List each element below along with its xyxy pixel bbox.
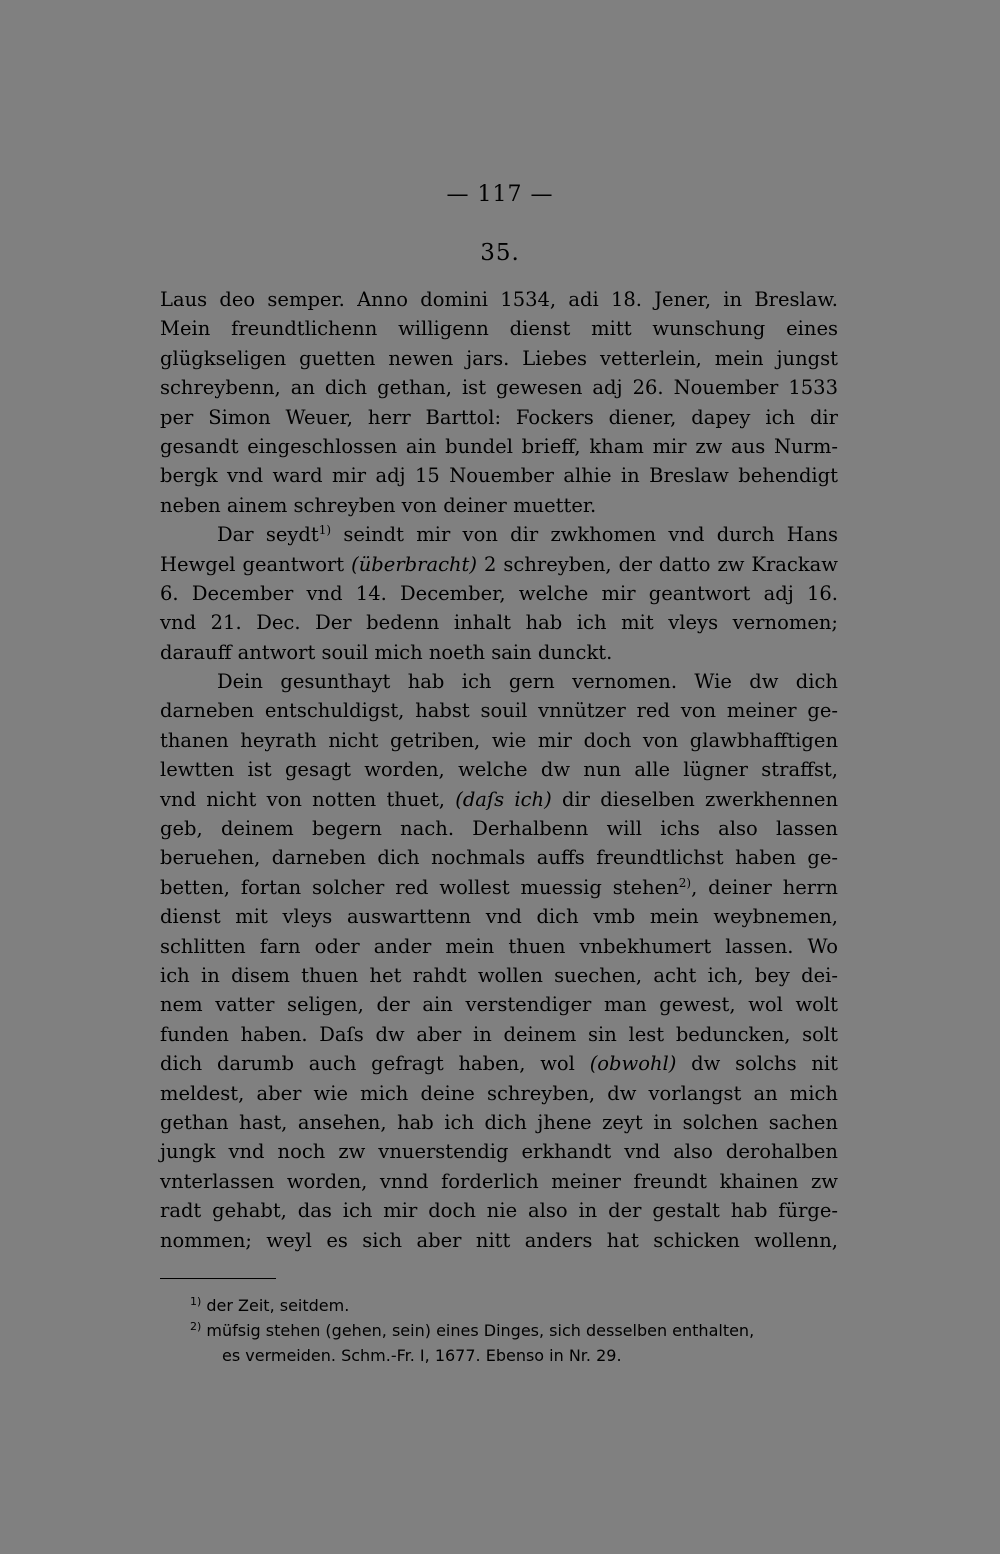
text-line-content: nommen; weyl es sich aber nitt anders hat schicken wollenn,	[160, 1228, 838, 1252]
text-line-content: jungk vnd noch zw vnuerstendig erkhandt vnd also derohalben	[160, 1140, 838, 1164]
text-line-content: darauff antwort souil mich noeth sain dunckt.	[160, 640, 613, 664]
text-line-content: darneben entschuldigst, habst souil vnnützer red von meiner ge-	[160, 699, 838, 723]
text-line-content: geb, deinem begern nach. Derhalbenn will ichs also lassen	[160, 817, 838, 841]
text-line-content: Mein freundtlichenn willigenn dienst mitt wunschung eines	[160, 317, 838, 341]
text-line	[160, 961, 838, 990]
editorial-gloss: (obwohl)	[589, 1052, 677, 1076]
text-line	[160, 990, 838, 1019]
text-line	[160, 461, 838, 490]
text-line-content: schreybenn, an dich gethan, ist gewesen adj 26. Nouember 1533	[160, 376, 838, 400]
text-line-content: 6. December vnd 14. December, welche mir geantwort adj 16.	[160, 581, 838, 605]
text-line-part: dich darumb auch gefragt haben, wol	[160, 1052, 590, 1076]
text-line	[160, 843, 838, 872]
letter-body	[160, 285, 838, 1255]
text-line	[160, 1137, 838, 1166]
text-line-part: seindt mir von dir zwkhomen vnd durch Hans	[331, 523, 838, 547]
text-line-content: thanen heyrath nicht getriben, wie mir doch von glawbhafftigen	[160, 728, 838, 752]
text-line-part: Dar seydt	[217, 523, 319, 547]
editorial-gloss: (daſs ich)	[455, 787, 552, 811]
text-line	[160, 814, 838, 843]
editorial-gloss: (überbracht)	[351, 552, 478, 576]
text-line	[160, 314, 838, 343]
text-line-content: gesandt eingeschlossen ain bundel brieff, kham mir zw aus Nurm-	[160, 434, 838, 458]
text-line	[160, 726, 838, 755]
footnote-2-continuation: es vermeiden. Schm.-Fr. I, 1677. Ebenso in Nr. 29.	[222, 1346, 622, 1365]
text-line	[160, 1167, 838, 1196]
text-line-content: vnd 21. Dec. Der bedenn inhalt hab ich mit vleys vernomen;	[160, 611, 838, 635]
footnote-separator	[160, 1278, 276, 1279]
text-line-part: vnd nicht von notten thuet,	[160, 787, 456, 811]
text-line	[160, 520, 838, 549]
text-line-part: dir dieselben zwerkhennen	[551, 787, 839, 811]
text-line	[160, 344, 838, 373]
footnote-2-text: müfsig stehen (gehen, sein) eines Dinges, sich desselben enthalten,	[201, 1321, 755, 1340]
text-line	[160, 285, 838, 314]
text-line	[160, 1196, 838, 1225]
text-line	[160, 902, 838, 931]
text-line	[160, 579, 838, 608]
footnote-2	[160, 1318, 838, 1343]
text-line	[160, 373, 838, 402]
text-line-content: dienst mit vleys auswarttenn vnd dich vmb mein weybnemen,	[160, 905, 838, 929]
text-line-content: Dein gesunthayt hab ich gern vernomen. Wie dw dich	[217, 670, 838, 694]
text-line-part: dw solchs nit	[676, 1052, 838, 1076]
text-line-content: lewtten ist gesagt worden, welche dw nun alle lügner straffst,	[160, 758, 838, 782]
text-line	[160, 696, 838, 725]
text-line	[160, 1020, 838, 1049]
footnotes	[160, 1293, 838, 1368]
text-line	[160, 608, 838, 637]
text-line-part: Hewgel geantwort	[160, 552, 352, 576]
text-line-content: ich in disem thuen het rahdt wollen suechen, acht ich, bey dei-	[160, 963, 838, 987]
footnote-1	[160, 1293, 838, 1318]
text-line-part: betten, fortan solcher red wollest muessig stehen	[160, 875, 679, 899]
footnote-2-mark: 2)	[190, 1320, 202, 1333]
text-line	[160, 1226, 838, 1255]
text-line-content: bergk vnd ward mir adj 15 Nouember alhie in Breslaw behendigt	[160, 464, 838, 488]
footnote-reference: 1)	[318, 523, 332, 538]
page-number: — 117 —	[446, 182, 554, 207]
text-line	[160, 550, 838, 579]
text-line-part: , deiner herrn	[691, 875, 838, 899]
text-line	[160, 932, 838, 961]
text-line-content: schlitten farn oder ander mein thuen vnbekhumert lassen. Wo	[160, 934, 838, 958]
text-line-content: nem vatter seligen, der ain verstendiger man gewest, wol wolt	[160, 993, 838, 1017]
text-line-content: Laus deo semper. Anno domini 1534, adi 18. Jener, in Breslaw.	[160, 288, 838, 311]
text-line-content: glügkseligen guetten newen jars. Liebes vetterlein, mein jungst	[160, 346, 838, 370]
text-line-content: neben ainem schreyben von deiner muetter.	[160, 493, 597, 517]
text-line-content: funden haben. Daſs dw aber in deinem sin lest beduncken, solt	[160, 1022, 838, 1046]
text-line	[160, 403, 838, 432]
text-line	[160, 785, 838, 814]
text-line-content: beruehen, darneben dich nochmals auffs freundtlichst haben ge-	[160, 846, 838, 870]
text-line-content: gethan hast, ansehen, hab ich dich jhene zeyt in solchen sachen	[160, 1110, 838, 1134]
footnote-1-mark: 1)	[190, 1295, 202, 1308]
footnote-1-text: der Zeit, seitdem.	[201, 1296, 350, 1315]
text-line-part: 2 schreyben, der datto zw Krackaw	[477, 552, 838, 576]
text-line	[160, 1108, 838, 1137]
text-line	[160, 1049, 838, 1078]
text-line-content: vnterlassen worden, vnnd forderlich meiner freundt khainen zw	[160, 1169, 838, 1193]
text-line-content: per Simon Weuer, herr Barttol: Fockers diener, dapey ich dir	[160, 405, 838, 429]
text-line	[160, 432, 838, 461]
text-line	[160, 667, 838, 696]
text-line	[160, 873, 838, 902]
footnote-reference: 2)	[678, 875, 692, 890]
text-line	[160, 1079, 838, 1108]
letter-number: 35.	[480, 240, 520, 266]
text-line	[160, 755, 838, 784]
text-line	[160, 638, 838, 667]
text-line-content: radt gehabt, das ich mir doch nie also in der gestalt hab fürge-	[160, 1199, 838, 1223]
text-line	[160, 491, 838, 520]
text-line-content: meldest, aber wie mich deine schreyben, dw vorlangst an mich	[160, 1081, 838, 1105]
